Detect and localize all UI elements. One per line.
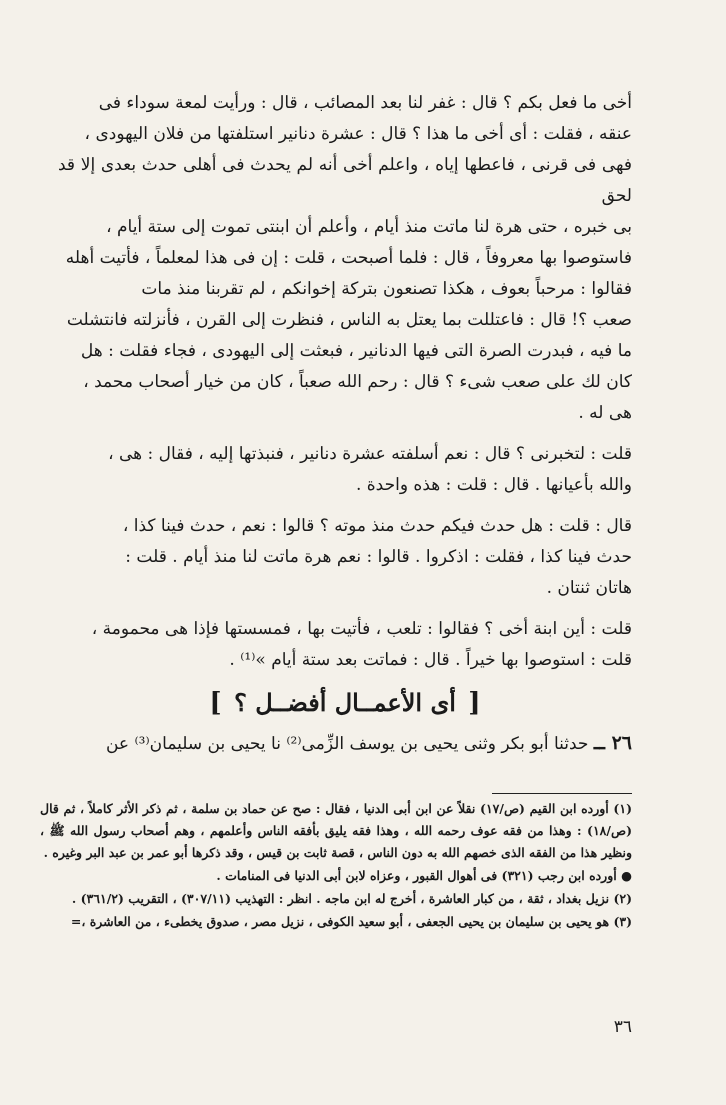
heading-open-bracket: [ xyxy=(468,688,481,718)
footnote: (٣) هو يحيى بن سليمان بن يحيى الجعفى ، أبو سعيد الكوفى ، نزيل مصر ، صدوق يخطىء ، من العاشرة ،= xyxy=(70,914,632,929)
text-line: عنقه ، فقلت : أى أخى ما هذا ؟ قال : عشرة دنانير استلفتها من فلان اليهودى ، xyxy=(84,124,632,144)
text-line: بى خبره ، حتى هرة لنا ماتت منذ أيام ، وأعلم أن ابنتى تموت إلى ستة أيام ، xyxy=(106,217,632,237)
hadith-line xyxy=(58,728,632,760)
text-line: هاتان ثنتان . xyxy=(546,578,632,598)
text-line: فهى فى قرنى ، فاعطها إياه ، واعلم أخى أنه لم يحدث فى أهلى حدث بعدى إلا قد لحق xyxy=(58,155,632,206)
text-line: هى له . xyxy=(578,403,632,423)
paragraph xyxy=(58,88,632,429)
footnotes xyxy=(40,798,632,934)
main-text xyxy=(58,88,632,760)
footnote: ● أورده ابن رجب (٣٢١) فى أهوال القبور ، وعزاه لابن أبى الدنيا فى المنامات . xyxy=(216,868,632,883)
text-line: فاستوصوا بها معروفاً ، قال : فلما أصبحت ، قلت : إن فى هذا لمعلماً ، فأتيت أهله xyxy=(65,248,632,268)
text-line: قلت : لتخبرنى ؟ قال : نعم أسلفته عشرة دنانير ، فنبذتها إليه ، فقال : هى ، xyxy=(108,444,632,464)
footnote: (١) أورده ابن القيم (ص/١٧) نقلاً عن ابن أبى الدنيا ، فقال : صح عن حماد بن سلمة ، ثم ذكر الأثر كاملاً ، ثم قال (ص/١٨) : وهذا من فقه عوف رحمه الله ، وهذا فقه يليق بأفقه الناس وأعلمهم ، وهم أصحاب رسول الله ﷺ ، ونظير هذا من الفقه الذى خصهم الله به دون الناس ، قصة ثابت بن قيس ، وقد ذكرها أبو عمر بن عبد البر وغيره . xyxy=(40,801,632,860)
paragraph xyxy=(58,439,632,501)
footnote-divider xyxy=(492,793,632,794)
paragraph xyxy=(58,614,632,676)
text-line: صعب ؟! قال : فاعتللت بما يعتل به الناس ، فنظرت إلى القرن ، فأنزلته فانتشلت xyxy=(66,310,632,330)
text-line: أخى ما فعل بكم ؟ قال : غفر لنا بعد المصائب ، قال : ورأيت لمعة سوداء فى xyxy=(98,93,632,113)
section-heading xyxy=(58,686,632,720)
hadith-text: حدثنا أبو بكر وثنى يحيى بن يوسف الزِّمى⁽²⁾ نا يحيى بن سليمان⁽³⁾ عن xyxy=(105,734,589,754)
hadith-number: ٢٦ ــ xyxy=(593,732,632,754)
text-line: قلت : استوصوا بها خيراً . قال : فماتت بعد ستة أيام »⁽¹⁾ . xyxy=(229,650,632,670)
text-line: ما فيه ، فبدرت الصرة التى فيها الدنانير ، فبعثت إلى اليهودى ، فجاء فقلت : هل xyxy=(80,341,632,361)
text-line: كان لك على صعب شىء ؟ قال : رحم الله صعباً ، كان من خيار أصحاب محمد ، xyxy=(83,372,632,392)
paragraph xyxy=(58,511,632,604)
footnote: (٢) نزيل بغداد ، ثقة ، من كبار العاشرة ، أخرج له ابن ماجه . انظر : التهذيب (٣٠٧/١١) ، التقريب (٣٦١/٢) . xyxy=(71,891,632,906)
text-line: فقالوا : مرحباً بعوف ، هكذا تصنعون بتركة إخوانكم ، لم تقربنا منذ مات xyxy=(141,279,632,299)
page-number: ٣٦ xyxy=(613,1017,632,1037)
text-line: قال : قلت : هل حدث فيكم حدث منذ موته ؟ قالوا : نعم ، حدث فينا كذا ، xyxy=(122,516,632,536)
text-line: والله بأعيانها . قال : قلت : هذه واحدة . xyxy=(355,475,632,495)
text-line: قلت : أين ابنة أخى ؟ فقالوا : تلعب ، فأتيت بها ، فمسستها فإذا هى محمومة ، xyxy=(91,619,632,639)
heading-close-bracket: ] xyxy=(209,688,222,718)
text-line: حدث فينا كذا ، فقلت : اذكروا . قالوا : نعم هرة ماتت لنا منذ أيام . قلت : xyxy=(125,547,632,567)
heading-text: أى الأعمــال أفضــل ؟ xyxy=(234,688,456,717)
